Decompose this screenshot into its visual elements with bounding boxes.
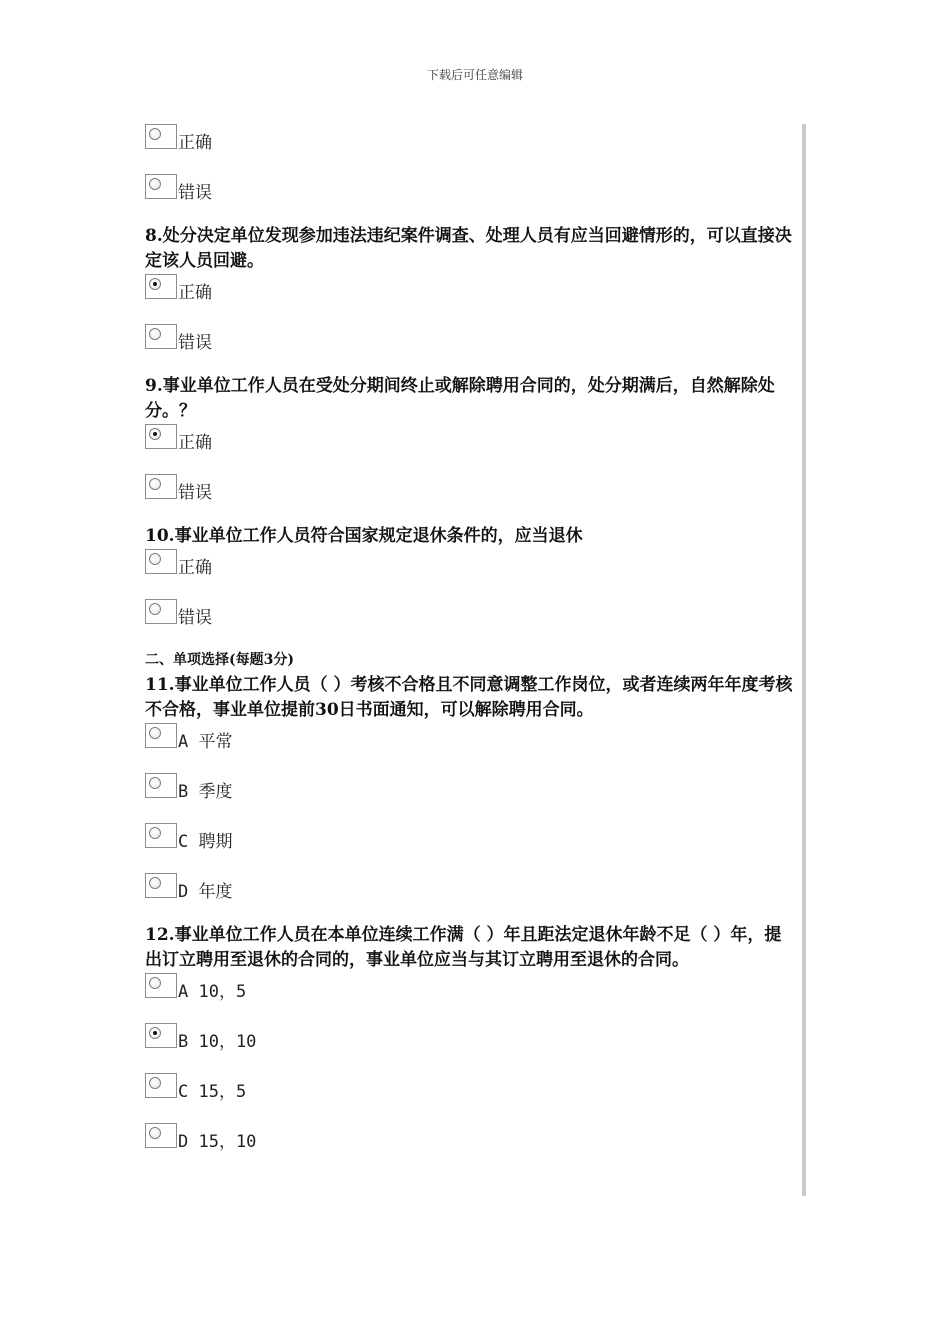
radio-icon [149,777,161,789]
radio-box[interactable] [145,124,177,149]
radio-box[interactable] [145,773,177,798]
q9-option-true[interactable] [145,424,797,453]
section-title: 二、单项选择(每题3分) [145,652,294,668]
option-label: 正确 [178,133,212,153]
vertical-divider [802,124,806,1196]
radio-box[interactable] [145,424,177,449]
radio-icon [149,1077,161,1089]
radio-box[interactable] [145,723,177,748]
radio-box[interactable] [145,324,177,349]
radio-icon [149,478,161,490]
q7-option-true[interactable] [145,124,797,153]
radio-icon [149,727,161,739]
radio-checked-icon [149,278,161,290]
q11-option-c[interactable] [145,823,797,852]
radio-icon [149,328,161,340]
option-label: A 10，5 [178,982,247,1002]
radio-box[interactable] [145,873,177,898]
q11-option-a[interactable] [145,723,797,752]
radio-box[interactable] [145,973,177,998]
question-9 [145,374,797,503]
radio-icon [149,603,161,615]
q10-option-false[interactable] [145,599,797,628]
option-label: B 10，10 [178,1032,257,1052]
radio-icon [149,977,161,989]
quiz-content [145,124,797,1173]
question-10 [145,524,797,628]
radio-box[interactable] [145,823,177,848]
radio-icon [149,877,161,889]
option-label: 正确 [178,283,212,303]
option-label: C 聘期 [178,832,233,852]
radio-icon [149,827,161,839]
q12-option-c[interactable] [145,1073,797,1102]
radio-icon [149,128,161,140]
q11-option-d[interactable] [145,873,797,902]
question-text: 8.处分决定单位发现参加违法违纪案件调查、处理人员有应当回避情形的，可以直接决定该人员回避。 [145,226,792,271]
q11-option-b[interactable] [145,773,797,802]
option-label: 错误 [178,183,212,203]
question-text: 12.事业单位工作人员在本单位连续工作满（ ）年且距法定退休年龄不足（ ）年，提出订立聘用至退休的合同的，事业单位应当与其订立聘用至退休的合同。 [145,925,782,970]
question-8 [145,224,797,353]
radio-box[interactable] [145,549,177,574]
option-label: A 平常 [178,732,233,752]
q12-option-a[interactable] [145,973,797,1002]
question-7-options [145,124,797,203]
radio-checked-icon [149,428,161,440]
q12-option-d[interactable] [145,1123,797,1152]
radio-icon [149,553,161,565]
option-label: 正确 [178,433,212,453]
option-label: D 年度 [178,882,233,902]
q8-option-false[interactable] [145,324,797,353]
radio-box[interactable] [145,599,177,624]
radio-box[interactable] [145,274,177,299]
radio-box[interactable] [145,174,177,199]
q10-option-true[interactable] [145,549,797,578]
page-header: 下载后可任意编辑 [426,68,523,82]
q12-option-b[interactable] [145,1023,797,1052]
option-label: C 15，5 [178,1082,247,1102]
q7-option-false[interactable] [145,174,797,203]
question-text: 10.事业单位工作人员符合国家规定退休条件的，应当退休 [145,526,583,546]
radio-icon [149,1127,161,1139]
option-label: 错误 [178,333,212,353]
option-label: 正确 [178,558,212,578]
option-label: B 季度 [178,782,233,802]
radio-checked-icon [149,1027,161,1039]
option-label: D 15，10 [178,1132,257,1152]
radio-icon [149,178,161,190]
q9-option-false[interactable] [145,474,797,503]
question-12 [145,923,797,1152]
question-text: 9.事业单位工作人员在受处分期间终止或解除聘用合同的，处分期满后，自然解除处分。？ [145,376,775,421]
radio-box[interactable] [145,1023,177,1048]
q8-option-true[interactable] [145,274,797,303]
radio-box[interactable] [145,474,177,499]
option-label: 错误 [178,608,212,628]
question-text: 11.事业单位工作人员（ ）考核不合格且不同意调整工作岗位，或者连续两年年度考核不合格，事业单位提前30日书面通知，可以解除聘用合同。 [145,675,793,720]
radio-box[interactable] [145,1073,177,1098]
option-label: 错误 [178,483,212,503]
radio-box[interactable] [145,1123,177,1148]
question-11 [145,673,797,902]
